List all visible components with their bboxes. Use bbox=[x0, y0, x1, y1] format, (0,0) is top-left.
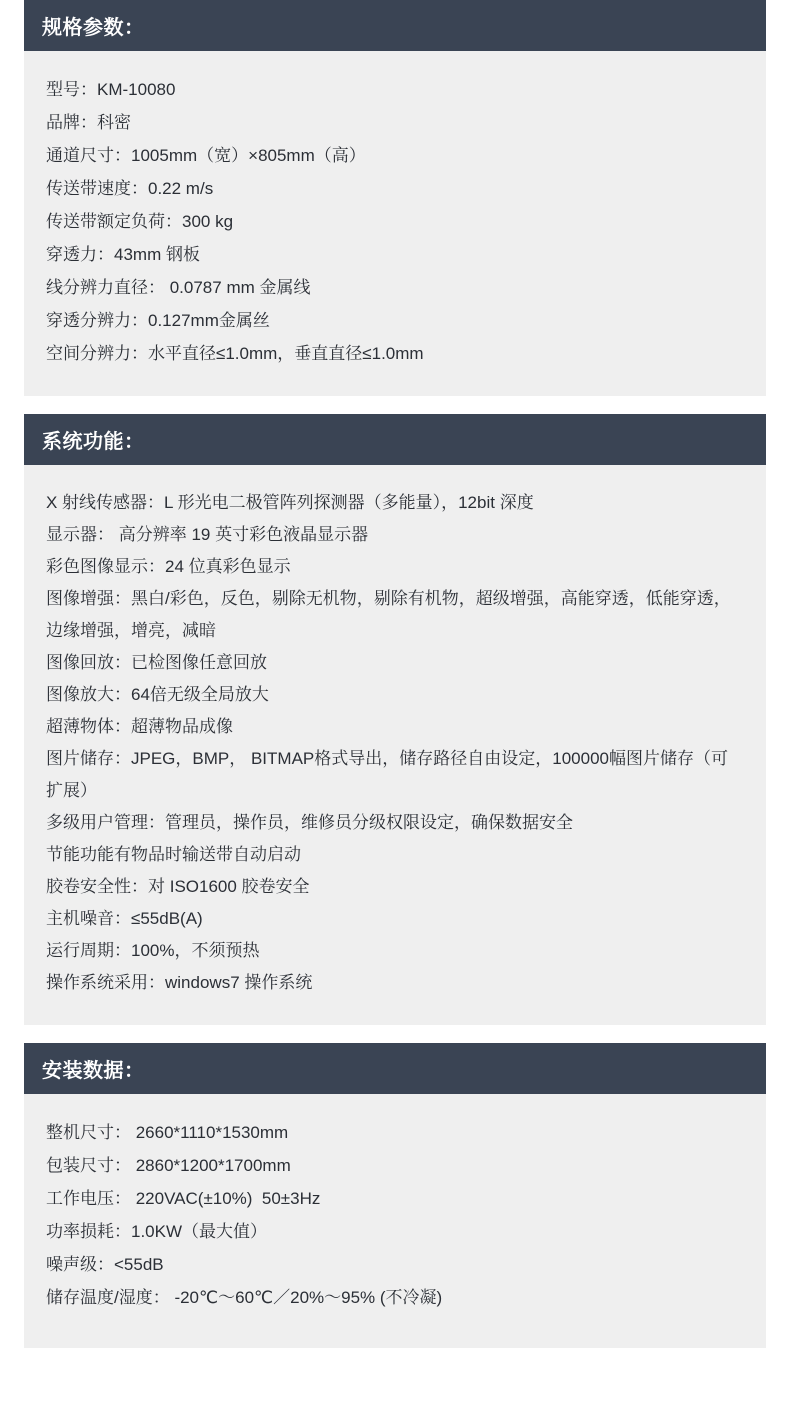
section-title-specifications: 规格参数： bbox=[24, 0, 766, 51]
spec-line: 包装尺寸： 2860*1200*1700mm bbox=[46, 1156, 291, 1175]
spec-line: 传送带额定负荷：300 kg bbox=[46, 212, 234, 231]
section-specifications bbox=[0, 0, 790, 396]
spec-line: 品牌：科密 bbox=[46, 113, 131, 132]
spec-line: 图像放大：64倍无级全局放大 bbox=[46, 685, 269, 704]
spec-line: 超薄物体：超薄物品成像 bbox=[46, 717, 233, 736]
spec-line: 显示器： 高分辨率 19 英寸彩色液晶显示器 bbox=[46, 525, 369, 544]
spec-line: 噪声级：<55dB bbox=[46, 1255, 164, 1274]
spec-line: 功率损耗：1.0KW（最大值） bbox=[46, 1222, 268, 1241]
spec-line: 线分辨力直径： 0.0787 mm 金属线 bbox=[46, 278, 311, 297]
spec-line: 通道尺寸：1005mm（宽）×805mm（高） bbox=[46, 146, 366, 165]
spec-line: X 射线传感器：L 形光电二极管阵列探测器（多能量），12bit 深度 bbox=[46, 493, 534, 512]
spec-line: 多级用户管理：管理员，操作员，维修员分级权限设定，确保数据安全 bbox=[46, 813, 573, 832]
spec-line: 穿透分辨力：0.127mm金属丝 bbox=[46, 311, 270, 330]
section-body-system-functions bbox=[24, 465, 766, 1025]
spacer bbox=[46, 1314, 744, 1322]
spec-line: 储存温度/湿度： -20℃～60℃／20%～95% (不冷凝) bbox=[46, 1288, 443, 1307]
spec-line: 胶卷安全性：对 ISO1600 胶卷安全 bbox=[46, 877, 310, 896]
section-title-system-functions: 系统功能： bbox=[24, 414, 766, 465]
spec-line: 节能功能有物品时输送带自动启动 bbox=[46, 845, 301, 864]
section-installation-data bbox=[0, 1043, 790, 1348]
spec-line: 操作系统采用：windows7 操作系统 bbox=[46, 973, 313, 992]
spec-line: 运行周期：100%，不须预热 bbox=[46, 941, 260, 960]
spec-line: 整机尺寸： 2660*1110*1530mm bbox=[46, 1123, 289, 1142]
spec-line: 型号：KM-10080 bbox=[46, 80, 176, 99]
spec-line: 图像回放：已检图像任意回放 bbox=[46, 653, 267, 672]
spec-line: 穿透力：43mm 钢板 bbox=[46, 245, 200, 264]
spec-line: 主机噪音：≤55dB(A) bbox=[46, 909, 203, 928]
spec-line: 图片储存：JPEG，BMP， BITMAP格式导出，储存路径自由设定，100000幅图片储存（可扩展） bbox=[46, 749, 728, 800]
spec-line: 工作电压： 220VAC(±10%) 50±3Hz bbox=[46, 1189, 321, 1208]
section-body-installation-data bbox=[24, 1094, 766, 1348]
spec-line: 传送带速度：0.22 m/s bbox=[46, 179, 214, 198]
section-body-specifications bbox=[24, 51, 766, 396]
spec-line: 图像增强：黑白/彩色，反色，剔除无机物，剔除有机物，超级增强，高能穿透，低能穿透，边缘增强，增亮，减暗 bbox=[46, 589, 731, 640]
spec-line: 彩色图像显示：24 位真彩色显示 bbox=[46, 557, 291, 576]
section-system-functions bbox=[0, 414, 790, 1025]
section-title-installation-data: 安装数据： bbox=[24, 1043, 766, 1094]
spec-line: 空间分辨力：水平直径≤1.0mm，垂直直径≤1.0mm bbox=[46, 344, 424, 363]
